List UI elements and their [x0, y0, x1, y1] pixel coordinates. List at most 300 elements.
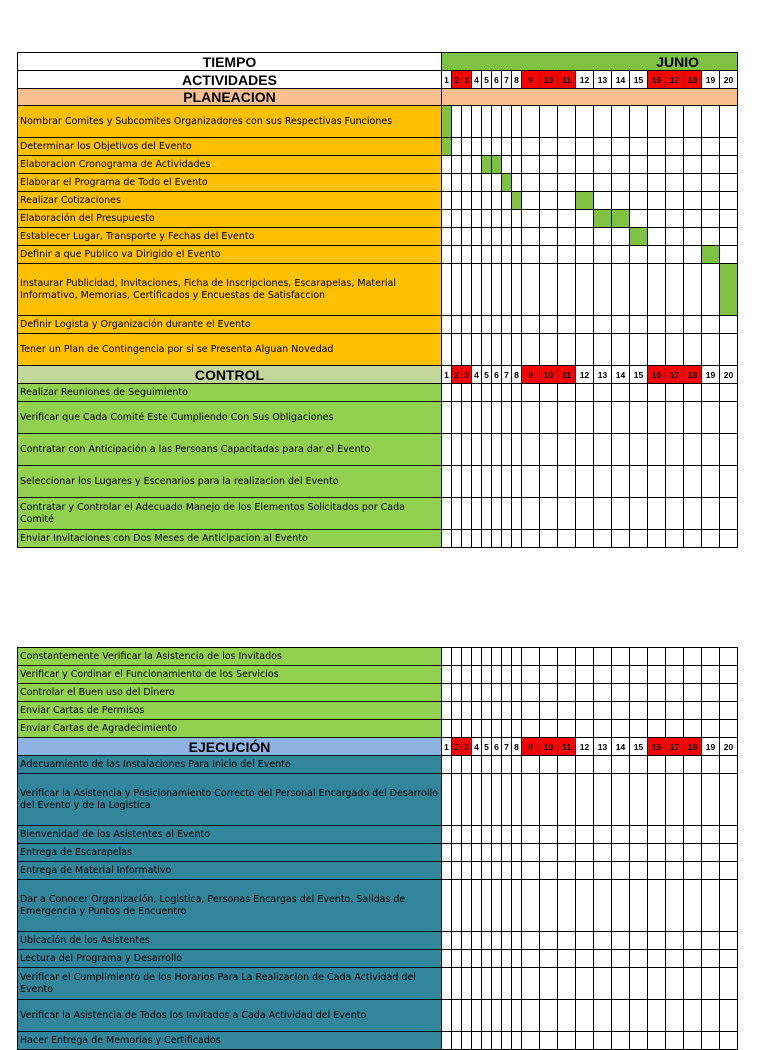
- gantt-cell: [482, 1032, 492, 1050]
- gantt-cell: [702, 648, 720, 666]
- gantt-cell: [502, 648, 512, 666]
- gantt-cell: [452, 210, 462, 228]
- control-cont-activity-0: Constantemente Verificar la Asistencia de los Invitados: [18, 648, 442, 666]
- gantt-cell: [684, 1032, 702, 1050]
- gantt-cell: [684, 402, 702, 434]
- day-header-7: 7: [502, 738, 512, 756]
- gantt-cell: [594, 756, 612, 774]
- gantt-cell: [502, 156, 512, 174]
- gantt-cell: [702, 316, 720, 334]
- gantt-cell: [482, 316, 492, 334]
- gantt-cell: [492, 174, 502, 192]
- gantt-cell: [512, 844, 522, 862]
- gantt-cell: [512, 862, 522, 880]
- gantt-cell: [442, 434, 452, 466]
- gantt-cell: [462, 702, 472, 720]
- gantt-cell: [452, 1032, 462, 1050]
- gantt-cell: [482, 174, 492, 192]
- table-row: [18, 210, 738, 228]
- gantt-cell: [492, 1000, 502, 1032]
- gantt-cell: [594, 932, 612, 950]
- gantt-cell: [492, 702, 502, 720]
- control-cont-activity-3: Enviar Cartas de Permisos: [18, 702, 442, 720]
- day-header-2: 2: [452, 366, 462, 384]
- planeacion-activity-8: Instaurar Publicidad, Invitaciones, Ficha de Inscripciones, Escarapelas, Material Informativo, Memorias, Certificados y Encuestas de Satisfaccion: [18, 264, 442, 316]
- gantt-cell: [612, 246, 630, 264]
- gantt-cell: [576, 334, 594, 366]
- gantt-cell: [442, 720, 452, 738]
- gantt-cell: [720, 402, 738, 434]
- gantt-cell: [612, 756, 630, 774]
- gantt-cell: [452, 434, 462, 466]
- gantt-cell: [684, 756, 702, 774]
- gantt-cell: [502, 826, 512, 844]
- gantt-cell: [630, 530, 648, 548]
- gantt-cell: [576, 756, 594, 774]
- gantt-cell: [540, 264, 558, 316]
- gantt-cell: [462, 950, 472, 968]
- gantt-cell: [630, 666, 648, 684]
- gantt-cell: [512, 720, 522, 738]
- gantt-cell: [720, 1032, 738, 1050]
- gantt-cell: [612, 174, 630, 192]
- gantt-cell: [630, 1000, 648, 1032]
- gantt-cell: [630, 648, 648, 666]
- gantt-cell: [684, 384, 702, 402]
- gantt-cell: [512, 702, 522, 720]
- day-header-20: 20: [720, 71, 738, 89]
- gantt-cell: [522, 756, 540, 774]
- gantt-cell: [630, 156, 648, 174]
- gantt-cell: [630, 1032, 648, 1050]
- gantt-cell: [684, 720, 702, 738]
- gantt-cell: [702, 498, 720, 530]
- gantt-cell: [720, 192, 738, 210]
- section-planeacion-fill: [442, 89, 738, 106]
- gantt-cell: [594, 1032, 612, 1050]
- gantt-cell: [648, 316, 666, 334]
- gantt-cell: [512, 950, 522, 968]
- gantt-cell: [594, 138, 612, 156]
- gantt-cell: [442, 192, 452, 210]
- gantt-cell: [472, 702, 482, 720]
- planeacion-activity-1: Determinar los Objetivos del Evento: [18, 138, 442, 156]
- gantt-cell: [630, 880, 648, 932]
- control-cont-activity-2: Controlar el Buen uso del Dinero: [18, 684, 442, 702]
- gantt-cell: [482, 384, 492, 402]
- gantt-cell: [472, 880, 482, 932]
- gantt-cell: [472, 316, 482, 334]
- gantt-cell: [648, 174, 666, 192]
- day-header-18: 18: [684, 71, 702, 89]
- day-header-12: 12: [576, 738, 594, 756]
- gantt-cell: [666, 1000, 684, 1032]
- gantt-cell: [492, 844, 502, 862]
- gantt-cell: [576, 264, 594, 316]
- gantt-cell: [576, 316, 594, 334]
- gantt-cell: [702, 264, 720, 316]
- gantt-cell: [522, 402, 540, 434]
- gantt-cell: [462, 264, 472, 316]
- day-header-13: 13: [594, 738, 612, 756]
- gantt-cell: [482, 530, 492, 548]
- gantt-cell: [522, 844, 540, 862]
- gantt-cell: [452, 844, 462, 862]
- gantt-cell: [442, 174, 452, 192]
- gantt-cell: [612, 1032, 630, 1050]
- gantt-cell: [502, 210, 512, 228]
- gantt-cell: [492, 774, 502, 826]
- gantt-cell: [472, 756, 482, 774]
- gantt-cell: [684, 530, 702, 548]
- gantt-cell: [576, 950, 594, 968]
- gantt-cell: [522, 1032, 540, 1050]
- gantt-cell: [540, 384, 558, 402]
- gantt-cell: [666, 826, 684, 844]
- gantt-cell: [482, 684, 492, 702]
- day-header-2: 2: [452, 738, 462, 756]
- gantt-cell: [492, 246, 502, 264]
- control-cont-activity-4: Enviar Cartas de Agradecimiento: [18, 720, 442, 738]
- table-row: [18, 826, 738, 844]
- gantt-cell: [522, 862, 540, 880]
- gantt-cell: [452, 228, 462, 246]
- gantt-cell: [702, 210, 720, 228]
- gantt-cell: [452, 702, 462, 720]
- gantt-cell: [512, 402, 522, 434]
- gantt-cell: [702, 192, 720, 210]
- gantt-cell: [576, 228, 594, 246]
- gantt-cell: [666, 666, 684, 684]
- gantt-cell: [452, 106, 462, 138]
- gantt-cell: [452, 1000, 462, 1032]
- gantt-cell: [442, 844, 452, 862]
- gantt-cell: [512, 210, 522, 228]
- gantt-cell: [522, 932, 540, 950]
- day-header-15: 15: [630, 366, 648, 384]
- gantt-cell: [666, 384, 684, 402]
- gantt-cell: [594, 880, 612, 932]
- day-header-12: 12: [576, 71, 594, 89]
- gantt-cell: [558, 174, 576, 192]
- gantt-cell: [452, 720, 462, 738]
- gantt-cell: [648, 880, 666, 932]
- gantt-cell: [576, 968, 594, 1000]
- gantt-cell: [666, 702, 684, 720]
- gantt-cell: [612, 434, 630, 466]
- section-control: CONTROL: [18, 366, 442, 384]
- day-header-1: 1: [442, 366, 452, 384]
- gantt-cell: [558, 530, 576, 548]
- day-header-20: 20: [720, 738, 738, 756]
- gantt-cell: [576, 174, 594, 192]
- gantt-cell: [720, 334, 738, 366]
- gantt-cell: [648, 844, 666, 862]
- gantt-cell: [482, 648, 492, 666]
- gantt-cell: [576, 932, 594, 950]
- gantt-cell: [540, 880, 558, 932]
- table-row: [18, 774, 738, 826]
- gantt-cell: [558, 210, 576, 228]
- gantt-cell: [648, 968, 666, 1000]
- control-activity-5: Enviar Invitaciones con Dos Meses de Anticipacion al Evento: [18, 530, 442, 548]
- gantt-cell: [684, 228, 702, 246]
- gantt-cell: [594, 826, 612, 844]
- gantt-cell: [630, 826, 648, 844]
- gantt-cell: [442, 774, 452, 826]
- gantt-cell: [720, 684, 738, 702]
- gantt-cell: [594, 648, 612, 666]
- gantt-cell: [630, 702, 648, 720]
- gantt-cell: [558, 316, 576, 334]
- gantt-cell: [512, 316, 522, 334]
- gantt-cell: [462, 968, 472, 1000]
- gantt-cell: [576, 826, 594, 844]
- gantt-cell: [452, 192, 462, 210]
- gantt-cell: [612, 720, 630, 738]
- gantt-cell: [462, 210, 472, 228]
- gantt-cell: [540, 648, 558, 666]
- gantt-cell: [522, 156, 540, 174]
- gantt-cell: [576, 862, 594, 880]
- gantt-cell: [462, 862, 472, 880]
- gantt-bar: [512, 192, 522, 210]
- gantt-cell: [648, 862, 666, 880]
- gantt-cell: [702, 932, 720, 950]
- gantt-cell: [522, 466, 540, 498]
- gantt-cell: [594, 246, 612, 264]
- gantt-cell: [666, 138, 684, 156]
- ejecucion-activity-9: Verificar la Asistencia de Todos los Invitados a Cada Actividad del Evento: [18, 1000, 442, 1032]
- planeacion-activity-9: Definir Logista y Organización durante el Evento: [18, 316, 442, 334]
- gantt-cell: [442, 228, 452, 246]
- gantt-cell: [462, 138, 472, 156]
- gantt-cell: [522, 434, 540, 466]
- gantt-cell: [702, 826, 720, 844]
- gantt-cell: [442, 156, 452, 174]
- gantt-cell: [594, 684, 612, 702]
- gantt-cell: [558, 684, 576, 702]
- gantt-cell: [666, 210, 684, 228]
- gantt-cell: [702, 756, 720, 774]
- gantt-cell: [684, 210, 702, 228]
- gantt-cell: [472, 384, 482, 402]
- gantt-cell: [540, 498, 558, 530]
- gantt-cell: [720, 174, 738, 192]
- gantt-cell: [648, 756, 666, 774]
- gantt-cell: [512, 1000, 522, 1032]
- gantt-cell: [558, 666, 576, 684]
- gantt-cell: [702, 138, 720, 156]
- gantt-cell: [512, 826, 522, 844]
- gantt-cell: [442, 666, 452, 684]
- gantt-cell: [522, 384, 540, 402]
- gantt-cell: [576, 844, 594, 862]
- gantt-cell: [472, 174, 482, 192]
- gantt-cell: [462, 498, 472, 530]
- table-row: [18, 466, 738, 498]
- gantt-cell: [522, 316, 540, 334]
- day-header-14: 14: [612, 366, 630, 384]
- gantt-cell: [612, 138, 630, 156]
- table-row: [18, 720, 738, 738]
- gantt-cell: [612, 880, 630, 932]
- gantt-cell: [472, 968, 482, 1000]
- gantt-cell: [666, 844, 684, 862]
- gantt-cell: [452, 138, 462, 156]
- gantt-cell: [512, 774, 522, 826]
- gantt-cell: [702, 720, 720, 738]
- gantt-cell: [472, 228, 482, 246]
- day-header-6: 6: [492, 738, 502, 756]
- gantt-cell: [720, 228, 738, 246]
- gantt-cell: [482, 106, 492, 138]
- gantt-cell: [492, 862, 502, 880]
- gantt-cell: [512, 334, 522, 366]
- gantt-cell: [702, 1000, 720, 1032]
- gantt-cell: [702, 156, 720, 174]
- table-row: [18, 498, 738, 530]
- gantt-cell: [666, 466, 684, 498]
- gantt-cell: [702, 684, 720, 702]
- table-row: [18, 334, 738, 366]
- ejecucion-activity-2: Bienvenidad de los Asistentes al Evento: [18, 826, 442, 844]
- gantt-cell: [442, 402, 452, 434]
- gantt-bar: [442, 106, 452, 138]
- table-row: [18, 384, 738, 402]
- gantt-cell: [452, 530, 462, 548]
- gantt-cell: [720, 210, 738, 228]
- gantt-cell: [540, 228, 558, 246]
- gantt-cell: [684, 192, 702, 210]
- gantt-cell: [558, 228, 576, 246]
- table-row: [18, 316, 738, 334]
- gantt-cell: [502, 106, 512, 138]
- gantt-cell: [540, 530, 558, 548]
- gantt-cell: [540, 1032, 558, 1050]
- gantt-cell: [558, 1032, 576, 1050]
- gantt-cell: [442, 1000, 452, 1032]
- gantt-cell: [512, 530, 522, 548]
- gantt-cell: [558, 246, 576, 264]
- gantt-cell: [594, 844, 612, 862]
- table-row: [18, 862, 738, 880]
- gantt-cell: [482, 756, 492, 774]
- gantt-cell: [684, 498, 702, 530]
- gantt-cell: [482, 720, 492, 738]
- gantt-cell: [442, 880, 452, 932]
- gantt-cell: [502, 384, 512, 402]
- ejecucion-activity-0: Adecuamiento de las Instalaciones Para Inicio del Evento: [18, 756, 442, 774]
- gantt-cell: [702, 402, 720, 434]
- gantt-cell: [492, 334, 502, 366]
- gantt-cell: [462, 774, 472, 826]
- day-header-7: 7: [502, 366, 512, 384]
- gantt-cell: [472, 402, 482, 434]
- day-header-7: 7: [502, 71, 512, 89]
- gantt-cell: [558, 264, 576, 316]
- gantt-cell: [630, 316, 648, 334]
- gantt-cell: [442, 950, 452, 968]
- gantt-cell: [472, 106, 482, 138]
- gantt-cell: [630, 434, 648, 466]
- gantt-cell: [576, 648, 594, 666]
- gantt-cell: [482, 932, 492, 950]
- gantt-cell: [702, 530, 720, 548]
- gantt-cell: [512, 1032, 522, 1050]
- gantt-cell: [472, 434, 482, 466]
- gantt-cell: [452, 756, 462, 774]
- gantt-cell: [684, 702, 702, 720]
- gantt-cell: [558, 862, 576, 880]
- gantt-cell: [612, 402, 630, 434]
- day-header-3: 3: [462, 71, 472, 89]
- day-header-14: 14: [612, 71, 630, 89]
- gantt-cell: [666, 684, 684, 702]
- planeacion-activity-3: Elaborar el Programa de Todo el Evento: [18, 174, 442, 192]
- table-row: [18, 246, 738, 264]
- gantt-cell: [442, 530, 452, 548]
- day-header-10: 10: [540, 366, 558, 384]
- gantt-cell: [512, 968, 522, 1000]
- gantt-cell: [612, 648, 630, 666]
- gantt-cell: [462, 684, 472, 702]
- gantt-cell: [462, 1032, 472, 1050]
- gantt-cell: [522, 666, 540, 684]
- gantt-cell: [576, 138, 594, 156]
- gantt-bar: [482, 156, 492, 174]
- gantt-cell: [576, 720, 594, 738]
- gantt-cell: [648, 498, 666, 530]
- gantt-table-bottom: [17, 647, 738, 1050]
- table-row: [18, 1000, 738, 1032]
- day-header-1: 1: [442, 738, 452, 756]
- gantt-cell: [442, 862, 452, 880]
- gantt-cell: [462, 1000, 472, 1032]
- gantt-cell: [512, 228, 522, 246]
- gantt-cell: [540, 666, 558, 684]
- day-header-10: 10: [540, 738, 558, 756]
- gantt-cell: [594, 666, 612, 684]
- gantt-cell: [648, 1000, 666, 1032]
- table-row: [18, 264, 738, 316]
- gantt-cell: [702, 880, 720, 932]
- day-header-5: 5: [482, 71, 492, 89]
- gantt-cell: [472, 720, 482, 738]
- gantt-cell: [684, 684, 702, 702]
- gantt-cell: [492, 316, 502, 334]
- day-header-8: 8: [512, 366, 522, 384]
- gantt-cell: [648, 210, 666, 228]
- gantt-cell: [452, 774, 462, 826]
- gantt-cell: [482, 968, 492, 1000]
- gantt-cell: [512, 756, 522, 774]
- table-row: [18, 880, 738, 932]
- gantt-cell: [442, 968, 452, 1000]
- day-header-18: 18: [684, 738, 702, 756]
- gantt-cell: [702, 950, 720, 968]
- gantt-cell: [612, 156, 630, 174]
- gantt-cell: [462, 192, 472, 210]
- gantt-cell: [666, 316, 684, 334]
- gantt-cell: [702, 702, 720, 720]
- table-row: [18, 950, 738, 968]
- gantt-cell: [576, 684, 594, 702]
- gantt-cell: [492, 138, 502, 156]
- gantt-cell: [594, 334, 612, 366]
- gantt-cell: [558, 968, 576, 1000]
- gantt-cell: [502, 434, 512, 466]
